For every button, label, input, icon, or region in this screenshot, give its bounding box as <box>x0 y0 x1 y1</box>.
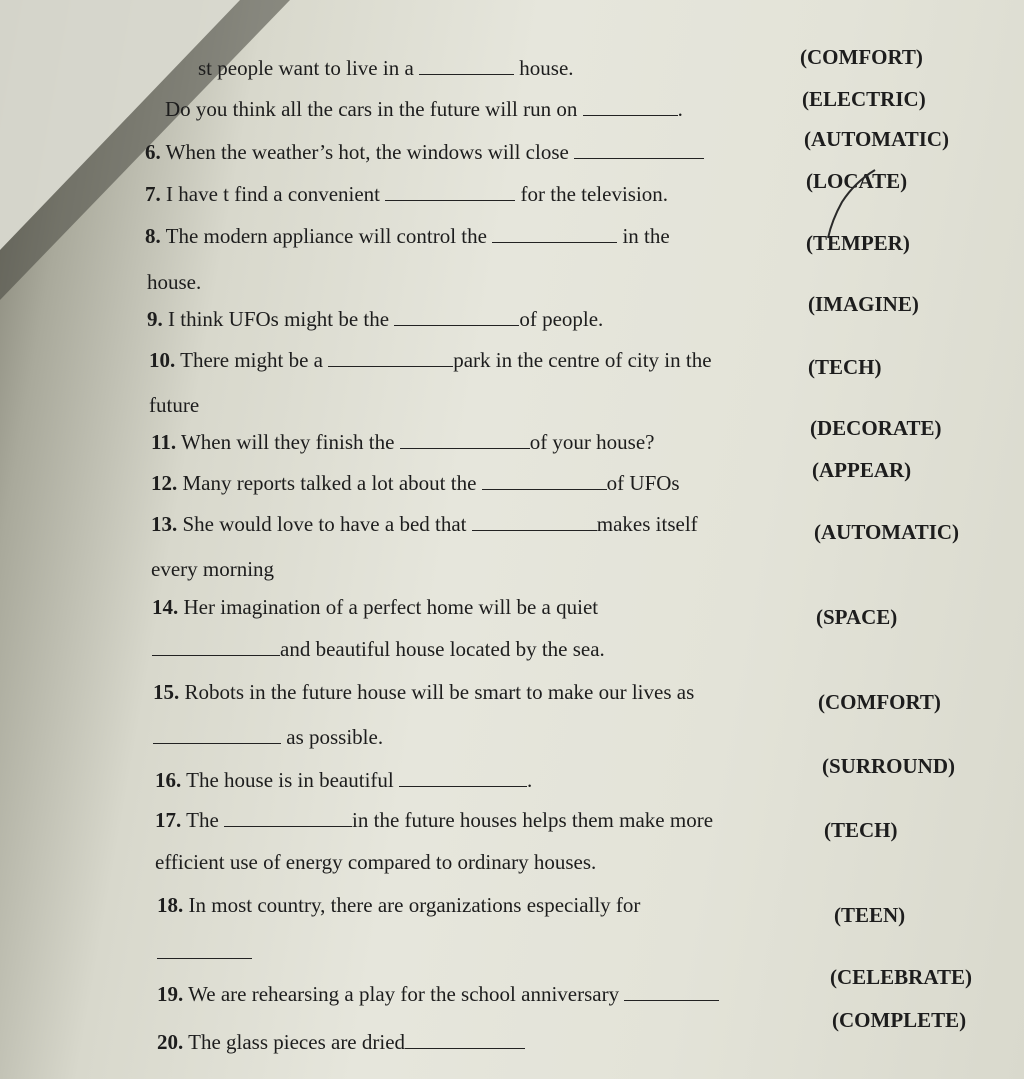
word-hint: (TEEN) <box>834 903 906 927</box>
word-hint: (COMFORT) <box>818 690 941 714</box>
word-hint: (TECH) <box>824 818 898 842</box>
answer-blank[interactable] <box>385 199 515 201</box>
question-line: 7. I have t find a convenient for the television. <box>145 182 669 206</box>
question-continuation: as possible. <box>153 725 383 750</box>
question-line: 19. We are rehearsing a play for the school anniversary <box>157 982 719 1007</box>
answer-blank[interactable] <box>152 654 280 656</box>
word-hint: (COMPLETE) <box>832 1008 967 1032</box>
word-hint: (COMFORT) <box>800 45 923 69</box>
word-hint: (APPEAR) <box>812 458 912 482</box>
answer-blank[interactable] <box>419 73 514 75</box>
question-line: 6. When the weather’s hot, the windows will close <box>145 140 704 165</box>
answer-blank[interactable] <box>224 825 352 827</box>
question-line: Do you think all the cars in the future will run on . <box>165 97 683 121</box>
answer-blank[interactable] <box>399 785 527 787</box>
word-hint: (CELEBRATE) <box>830 965 972 989</box>
word-hint: (IMAGINE) <box>808 292 919 316</box>
question-continuation: future <box>149 393 200 417</box>
question-line: 10. There might be a park in the centre of city in the <box>149 348 712 372</box>
question-line: 20. The glass pieces are dried <box>157 1030 525 1055</box>
question-line: 18. In most country, there are organizations especially for <box>157 893 641 917</box>
word-hint: (AUTOMATIC) <box>804 127 950 151</box>
question-line: st people want to live in a house. <box>198 56 574 80</box>
word-hint: (SPACE) <box>816 605 898 629</box>
answer-blank[interactable] <box>583 114 678 116</box>
question-continuation: and beautiful house located by the sea. <box>152 637 605 662</box>
pen-checkmark <box>820 162 880 242</box>
question-continuation <box>157 940 252 965</box>
question-line: 11. When will they finish the of your house? <box>151 430 655 454</box>
word-hint: (SURROUND) <box>822 754 955 778</box>
page-fold-flap <box>0 0 240 250</box>
answer-blank[interactable] <box>624 999 719 1001</box>
answer-blank[interactable] <box>328 365 453 367</box>
question-line: 9. I think UFOs might be the of people. <box>147 307 604 331</box>
answer-blank[interactable] <box>574 157 704 159</box>
question-continuation: every morning <box>151 557 275 581</box>
answer-blank[interactable] <box>482 488 607 490</box>
answer-blank[interactable] <box>405 1047 525 1049</box>
word-hint: (TECH) <box>808 355 882 379</box>
question-line: 8. The modern appliance will control the in the <box>145 224 670 248</box>
answer-blank[interactable] <box>394 324 519 326</box>
question-line: 14. Her imagination of a perfect home will be a quiet <box>152 595 599 619</box>
word-hint: (TEMPER) <box>806 231 910 255</box>
question-continuation: efficient use of energy compared to ordinary houses. <box>155 850 597 874</box>
question-line: 15. Robots in the future house will be smart to make our lives as <box>153 680 695 704</box>
answer-blank[interactable] <box>157 957 252 959</box>
question-line: 16. The house is in beautiful . <box>155 768 533 792</box>
question-line: 13. She would love to have a bed that makes itself <box>151 512 698 536</box>
answer-blank[interactable] <box>472 529 597 531</box>
word-hint: (DECORATE) <box>810 416 942 440</box>
answer-blank[interactable] <box>492 241 617 243</box>
question-line: 17. The in the future houses helps them make more <box>155 808 714 832</box>
answer-blank[interactable] <box>153 742 281 744</box>
question-line: 12. Many reports talked a lot about the of UFOs <box>151 471 680 495</box>
question-continuation: house. <box>147 270 202 294</box>
word-hint: (LOCATE) <box>806 169 908 193</box>
answer-blank[interactable] <box>400 447 530 449</box>
word-hint: (ELECTRIC) <box>802 87 926 111</box>
word-hint: (AUTOMATIC) <box>814 520 960 544</box>
